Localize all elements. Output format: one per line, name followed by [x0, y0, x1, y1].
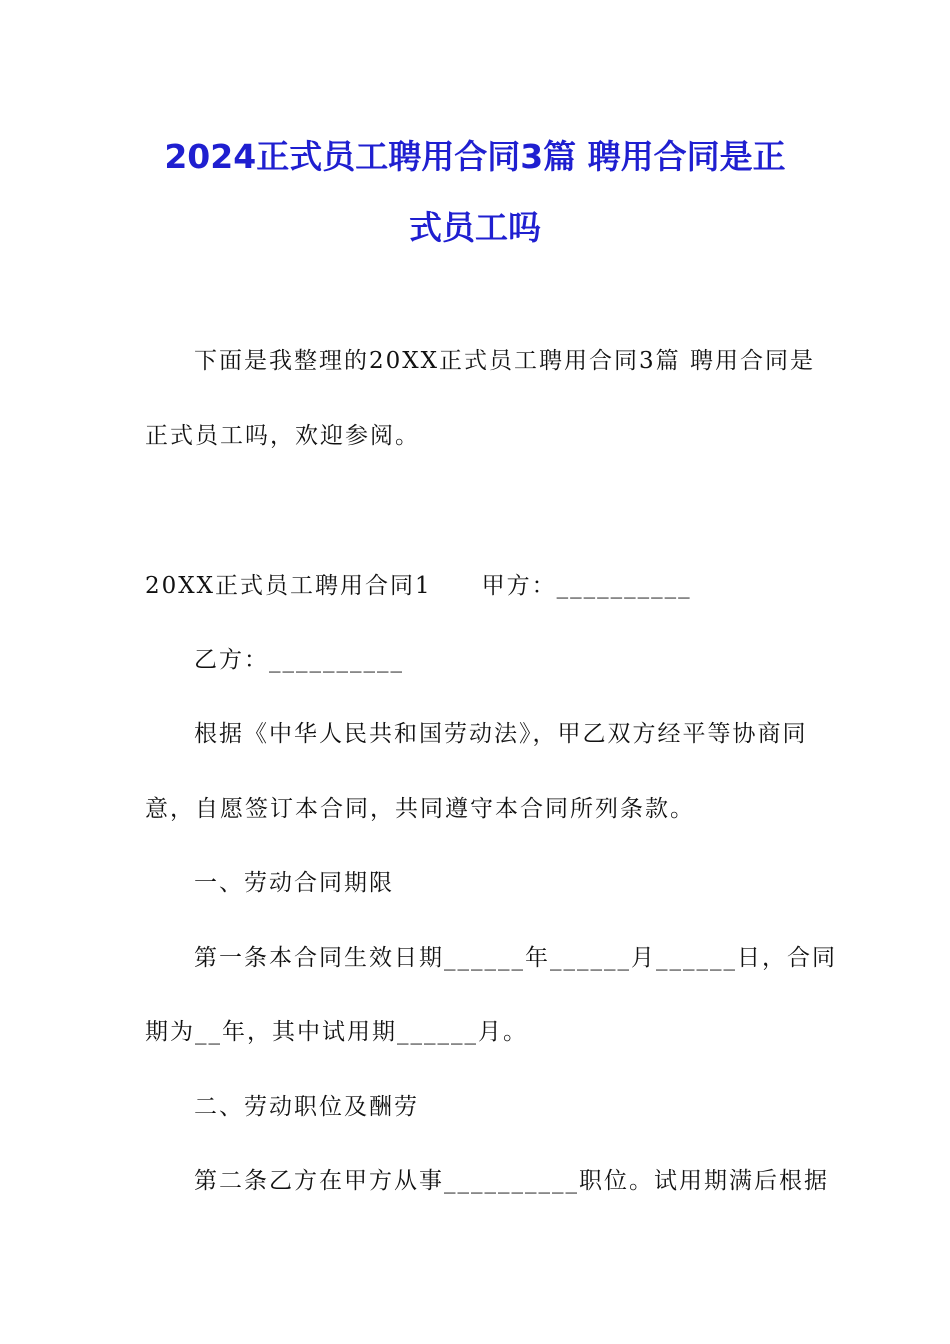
article-1-line-2: 期为__年，其中试用期______月。: [145, 1019, 528, 1045]
article-1-line-1: 第一条本合同生效日期______年______月______日，合同: [194, 945, 837, 971]
document-title-line-2: 式员工吗: [409, 208, 541, 247]
section-1-heading: 一、劳动合同期限: [194, 870, 394, 896]
article-2-line-1: 第二条乙方在甲方从事__________职位。试用期满后根据: [194, 1168, 829, 1194]
basis-paragraph-line-2: 意，自愿签订本合同，共同遵守本合同所列条款。: [145, 796, 695, 822]
basis-paragraph-line-1: 根据《中华人民共和国劳动法》，甲乙双方经平等协商同: [194, 721, 808, 747]
party-b-line: 乙方：__________: [194, 647, 404, 673]
intro-paragraph-line-2: 正式员工吗，欢迎参阅。: [145, 423, 420, 449]
intro-paragraph-line-1: 下面是我整理的20XX正式员工聘用合同3篇 聘用合同是: [194, 348, 815, 374]
section-2-heading: 二、劳动职位及酬劳: [194, 1094, 419, 1120]
contract-1-heading: 20XX正式员工聘用合同1 甲方：__________: [145, 573, 692, 599]
document-title-line-1: 2024正式员工聘用合同3篇 聘用合同是正: [164, 137, 786, 176]
